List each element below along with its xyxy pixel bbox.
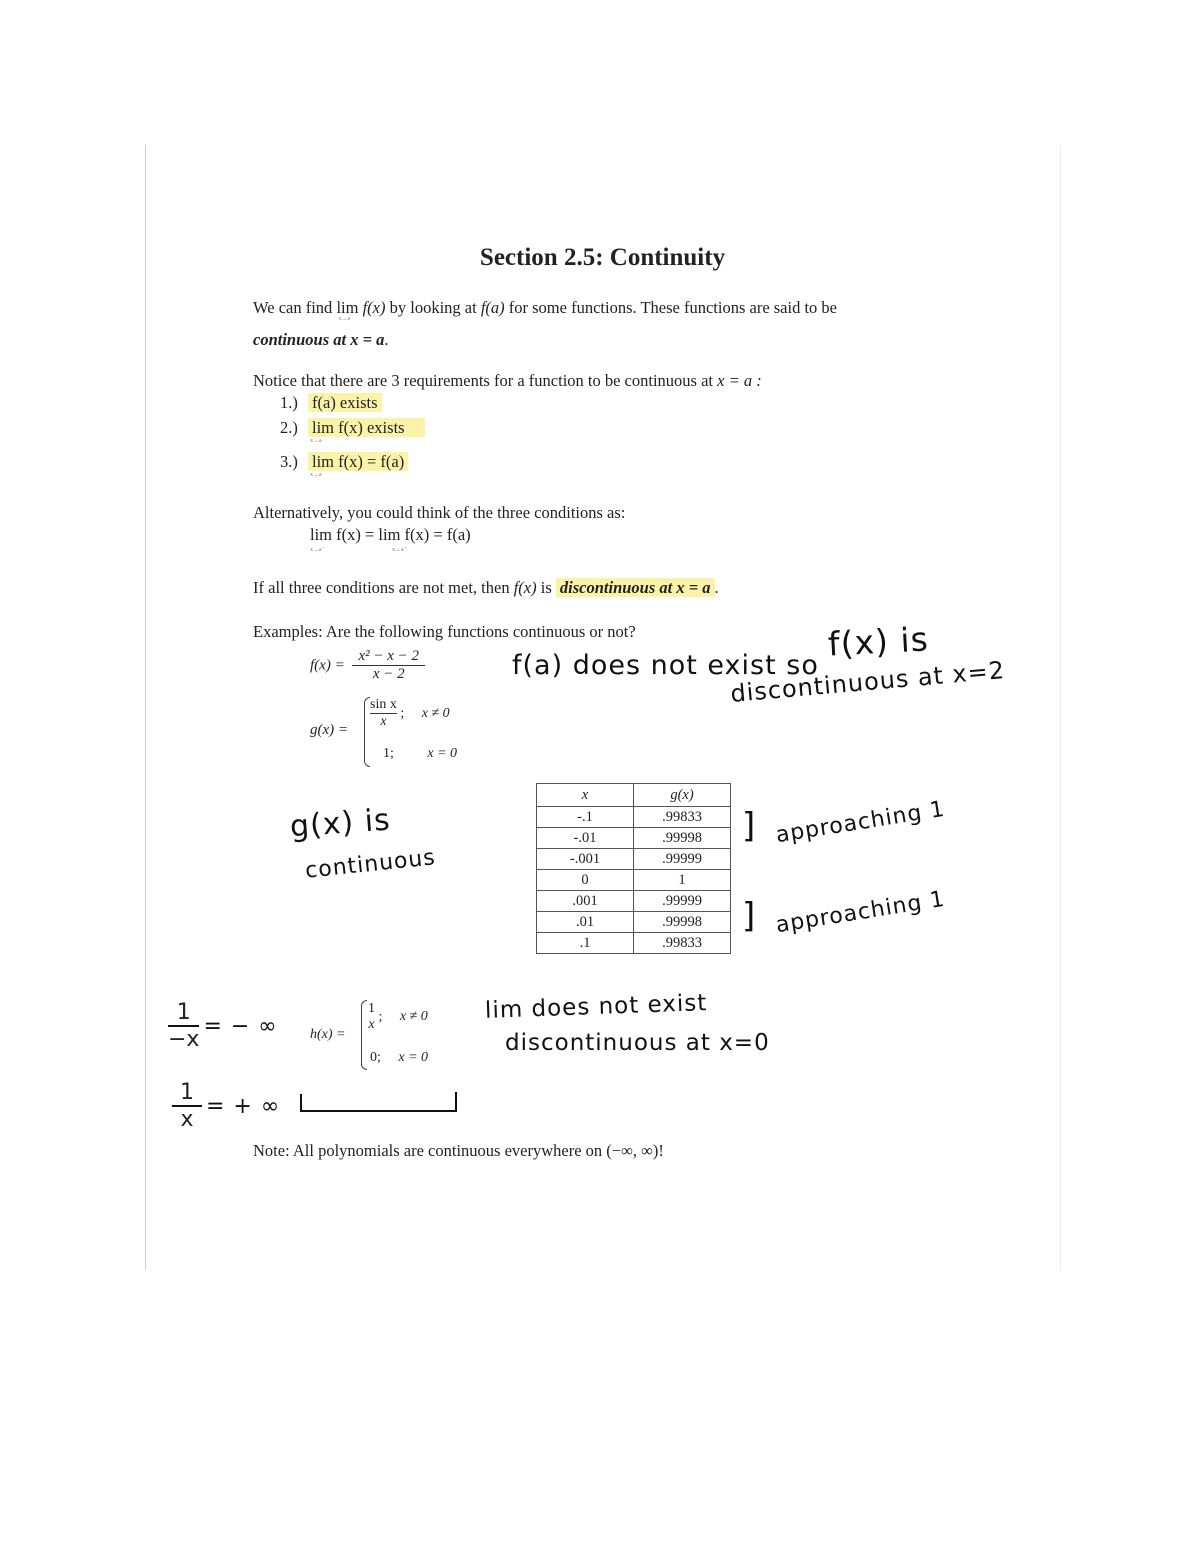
section-title: Section 2.5: Continuity bbox=[479, 244, 726, 271]
table-header-row bbox=[537, 784, 731, 807]
handwritten-underline bbox=[300, 1110, 457, 1112]
g-values-table bbox=[536, 783, 731, 954]
table-row bbox=[537, 933, 731, 954]
discontinuous-fx: f(x) bbox=[513, 578, 537, 597]
requirements-intro bbox=[253, 371, 762, 391]
handwritten-approaching-2: approaching 1 bbox=[774, 886, 947, 939]
table-cell: .99999 bbox=[634, 891, 731, 912]
table-cell: .001 bbox=[537, 891, 634, 912]
h-case-1-num: 1 bbox=[368, 1001, 375, 1016]
g-case-2-val: 1; bbox=[383, 746, 394, 761]
table-cell: -.01 bbox=[537, 828, 634, 849]
handwritten-left-fraction-2 bbox=[172, 1080, 280, 1133]
left-fraction-2-den: x bbox=[180, 1107, 194, 1133]
continuous-eq: x = a bbox=[350, 330, 385, 349]
g-case-1-cond: x ≠ 0 bbox=[421, 705, 450, 721]
g-lhs: g(x) = bbox=[310, 722, 349, 738]
table-cell: .99999 bbox=[634, 849, 731, 870]
discontinuous-end: . bbox=[714, 578, 719, 597]
requirement-3-num: 3.) bbox=[280, 452, 298, 471]
handwritten-left-fraction-1 bbox=[168, 1000, 278, 1053]
left-fraction-1 bbox=[168, 1000, 199, 1053]
handwritten-bracket-1: ] bbox=[742, 806, 756, 846]
requirement-2-sub: x→a bbox=[310, 438, 322, 444]
intro-fx: f(x) bbox=[362, 298, 386, 317]
h-case-1-cond: x ≠ 0 bbox=[399, 1009, 428, 1025]
requirements-intro-eq: x = a : bbox=[717, 371, 762, 390]
table-cell: .99833 bbox=[634, 807, 731, 828]
handwritten-g-note-1: g(x) is bbox=[288, 802, 392, 845]
h-case-1 bbox=[368, 1001, 428, 1033]
h-case-2 bbox=[370, 1050, 428, 1066]
left-fraction-1-num: 1 bbox=[168, 1000, 199, 1027]
g-case-2-cond: x = 0 bbox=[427, 746, 458, 761]
intro-text-2: by looking at bbox=[389, 298, 477, 317]
table-cell: .99833 bbox=[634, 933, 731, 954]
table-row bbox=[537, 807, 731, 828]
f-denominator: x − 2 bbox=[372, 666, 405, 683]
intro-lim-sub: x→a bbox=[338, 316, 351, 322]
alternative-sub-right: x→a⁺ bbox=[392, 547, 407, 553]
discontinuous-text-2: is bbox=[540, 578, 552, 597]
table-row bbox=[537, 870, 731, 891]
requirements-intro-text: Notice that there are 3 requirements for a function to be continuous at bbox=[253, 371, 714, 390]
handwritten-bracket-left-tick bbox=[300, 1094, 302, 1110]
continuous-end: . bbox=[384, 330, 389, 349]
g-case-1-num: sin x bbox=[370, 697, 397, 714]
continuous-term: continuous at bbox=[253, 330, 347, 349]
g-case-1-fraction bbox=[370, 697, 397, 730]
f-fraction bbox=[352, 648, 425, 684]
alternative-sub-left: x→a⁻ bbox=[310, 547, 325, 553]
discontinuous-term: discontinuous at x = a bbox=[556, 578, 715, 597]
intro-text-3: for some functions. These functions are said to be bbox=[508, 298, 838, 317]
table-row bbox=[537, 828, 731, 849]
f-function bbox=[310, 648, 425, 684]
alternative-eq: lim f(x) = lim f(x) = f(a) bbox=[310, 525, 471, 544]
table-header-x: x bbox=[537, 784, 634, 807]
h-brace bbox=[361, 1000, 367, 1070]
requirement-3-sub: x→a bbox=[310, 472, 322, 478]
requirement-2 bbox=[280, 418, 425, 438]
intro-line-2 bbox=[253, 330, 389, 350]
handwritten-bracket-right-tick bbox=[455, 1092, 457, 1112]
table-cell: -.001 bbox=[537, 849, 634, 870]
handwritten-h-note-2: discontinuous at x=0 bbox=[505, 1030, 770, 1056]
requirement-3-text: lim f(x) = f(a) bbox=[308, 452, 408, 471]
intro-line-1 bbox=[253, 298, 838, 322]
table-cell: 1 bbox=[634, 870, 731, 891]
requirement-2-num: 2.) bbox=[280, 418, 298, 437]
left-fraction-1-value: = − ∞ bbox=[203, 1013, 278, 1039]
page-border-left bbox=[145, 145, 146, 1270]
table-header-gx: g(x) bbox=[634, 784, 731, 807]
h-lhs: h(x) = bbox=[310, 1027, 346, 1042]
left-fraction-2 bbox=[172, 1080, 202, 1133]
table-cell: .01 bbox=[537, 912, 634, 933]
table-cell: .99998 bbox=[634, 912, 731, 933]
alternative-text: Alternatively, you could think of the three conditions as: bbox=[253, 503, 626, 522]
h-case-1-den: x bbox=[368, 1017, 375, 1033]
discontinuous-line bbox=[253, 578, 719, 598]
handwritten-f-note-3: discontinuous at x=2 bbox=[729, 656, 1007, 708]
page-border-right bbox=[1060, 145, 1061, 1270]
f-lhs: f(x) = bbox=[310, 657, 345, 674]
g-case-2 bbox=[383, 746, 457, 762]
g-case-1 bbox=[370, 697, 450, 730]
table-row bbox=[537, 891, 731, 912]
handwritten-bracket-2: ] bbox=[742, 896, 756, 936]
left-fraction-1-den: −x bbox=[168, 1027, 200, 1053]
handwritten-f-note-2: f(x) is bbox=[827, 619, 930, 664]
examples-intro: Examples: Are the following functions continuous or not? bbox=[253, 622, 636, 641]
table-cell: .1 bbox=[537, 933, 634, 954]
requirement-3 bbox=[280, 452, 408, 472]
table-row bbox=[537, 912, 731, 933]
handwritten-h-note-1: lim does not exist bbox=[484, 990, 708, 1024]
requirement-2-text: lim f(x) exists bbox=[308, 418, 425, 437]
table-cell: 0 bbox=[537, 870, 634, 891]
h-case-1-sep: ; bbox=[378, 1009, 383, 1025]
note-interval: (−∞, ∞)! bbox=[606, 1141, 664, 1160]
intro-lim: lim bbox=[336, 298, 359, 317]
requirement-1-text: f(a) exists bbox=[308, 393, 382, 412]
table-cell: -.1 bbox=[537, 807, 634, 828]
handwritten-g-note-2: continuous bbox=[304, 845, 437, 884]
table-row bbox=[537, 849, 731, 870]
requirement-1 bbox=[280, 393, 382, 413]
g-case-1-den: x bbox=[380, 714, 387, 730]
intro-fa: f(a) bbox=[480, 298, 505, 317]
note-line bbox=[253, 1141, 664, 1161]
left-fraction-2-num: 1 bbox=[172, 1080, 202, 1107]
f-numerator: x² − x − 2 bbox=[352, 648, 425, 666]
discontinuous-text-1: If all three conditions are not met, then bbox=[253, 578, 510, 597]
intro-limit bbox=[336, 298, 362, 322]
handwritten-approaching-1: approaching 1 bbox=[774, 796, 947, 849]
g-case-1-sep: ; bbox=[400, 705, 405, 721]
note-text: Note: All polynomials are continuous everywhere on bbox=[253, 1141, 603, 1160]
h-case-2-cond: x = 0 bbox=[398, 1050, 429, 1065]
table-cell: .99998 bbox=[634, 828, 731, 849]
requirement-1-num: 1.) bbox=[280, 393, 298, 412]
left-fraction-2-value: = + ∞ bbox=[206, 1093, 281, 1119]
h-case-1-fraction bbox=[368, 1001, 375, 1033]
handwritten-f-note-1: f(a) does not exist so bbox=[512, 650, 819, 681]
intro-text-1: We can find bbox=[253, 298, 333, 317]
h-case-2-val: 0; bbox=[370, 1050, 381, 1065]
